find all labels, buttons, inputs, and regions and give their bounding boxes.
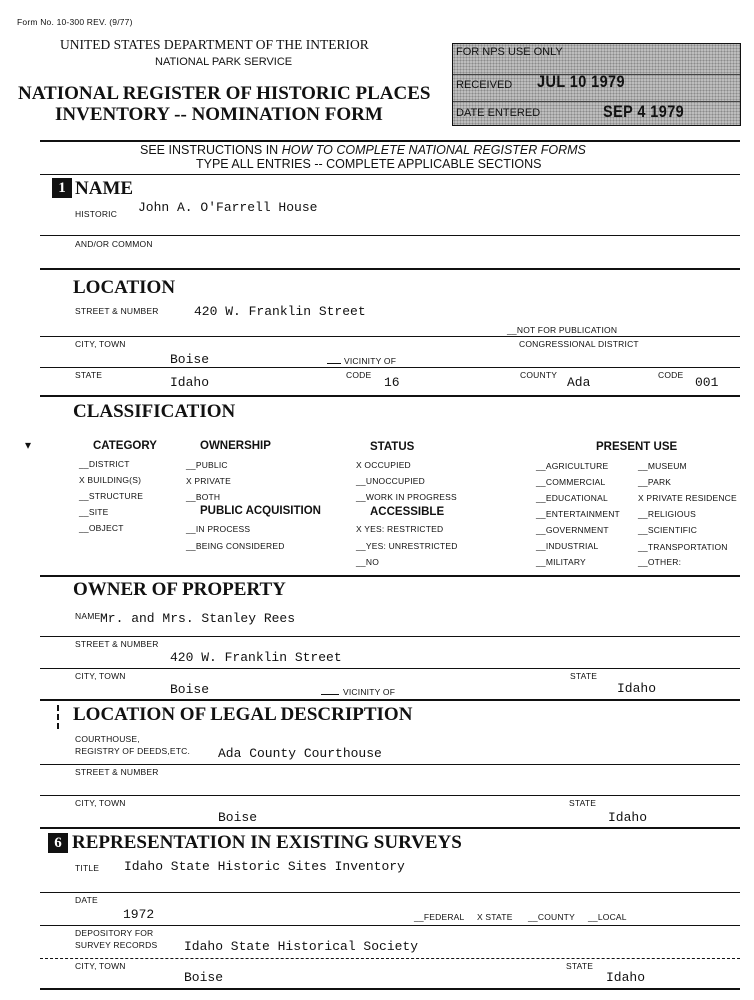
owner-city-field[interactable]: Boise — [170, 682, 210, 697]
legal-state-field[interactable]: Idaho — [608, 810, 648, 825]
use-entertainment[interactable]: __ENTERTAINMENT — [536, 509, 620, 519]
survey-date-field[interactable]: 1972 — [123, 907, 155, 922]
received-stamp: JUL 10 1979 — [537, 72, 625, 91]
survey-city-label: CITY, TOWN — [75, 961, 126, 971]
city-field[interactable]: Boise — [170, 352, 210, 367]
present-use-heading: PRESENT USE — [596, 441, 678, 453]
use-religious[interactable]: __RELIGIOUS — [638, 509, 696, 519]
street-label: STREET & NUMBER — [75, 306, 159, 316]
status-work-in-progress[interactable]: __WORK IN PROGRESS — [356, 492, 457, 502]
not-for-publication[interactable]: __NOT FOR PUBLICATION — [507, 325, 618, 335]
ownership-private[interactable]: X PRIVATE — [186, 476, 231, 486]
owner-name-label: NAME — [75, 611, 101, 621]
section-title-classification: CLASSIFICATION — [73, 401, 236, 422]
depository-label-line2: SURVEY RECORDS — [75, 940, 158, 950]
department-name: UNITED STATES DEPARTMENT OF THE INTERIOR — [60, 37, 369, 52]
acquisition-being-considered[interactable]: __BEING CONSIDERED — [186, 541, 285, 551]
courthouse-label-line1: COURTHOUSE, — [75, 734, 140, 744]
county-code-field[interactable]: 001 — [695, 375, 719, 390]
access-unrestricted[interactable]: __YES: UNRESTRICTED — [356, 541, 458, 551]
code-label: CODE — [346, 370, 372, 380]
service-name: NATIONAL PARK SERVICE — [155, 56, 293, 68]
date-entered-stamp: SEP 4 1979 — [603, 102, 685, 121]
section-number-1: 1 — [52, 178, 72, 198]
section-title-surveys: REPRESENTATION IN EXISTING SURVEYS — [72, 832, 462, 853]
survey-title-field[interactable]: Idaho State Historic Sites Inventory — [124, 859, 405, 874]
date-entered-label: DATE ENTERED — [456, 107, 541, 119]
owner-state-label: STATE — [570, 671, 598, 681]
scope-county[interactable]: __COUNTY — [528, 912, 575, 922]
vicinity-text: VICINITY OF — [344, 356, 397, 366]
owner-street-label: STREET & NUMBER — [75, 639, 159, 649]
use-park[interactable]: __PARK — [638, 477, 672, 487]
county-code-label: CODE — [658, 370, 684, 380]
legal-section-marker — [57, 705, 59, 729]
category-site[interactable]: __SITE — [79, 507, 109, 517]
use-scientific[interactable]: __SCIENTIFIC — [638, 525, 698, 535]
state-label: STATE — [75, 370, 103, 380]
use-government[interactable]: __GOVERNMENT — [536, 525, 609, 535]
access-no[interactable]: __NO — [356, 557, 380, 567]
use-educational[interactable]: __EDUCATIONAL — [536, 493, 608, 503]
historic-label: HISTORIC — [75, 209, 118, 219]
status-unoccupied[interactable]: __UNOCCUPIED — [356, 476, 425, 486]
access-restricted[interactable]: X YES: RESTRICTED — [356, 524, 444, 534]
congressional-district-label: CONGRESSIONAL DISTRICT — [519, 339, 639, 349]
category-object[interactable]: __OBJECT — [79, 523, 124, 533]
owner-name-field[interactable]: Mr. and Mrs. Stanley Rees — [100, 611, 296, 626]
category-structure[interactable]: __STRUCTURE — [79, 491, 144, 501]
owner-state-field[interactable]: Idaho — [617, 681, 657, 696]
ownership-public[interactable]: __PUBLIC — [186, 460, 228, 470]
use-agriculture[interactable]: __AGRICULTURE — [536, 461, 609, 471]
vicinity-label[interactable] — [327, 356, 396, 366]
courthouse-label-line2: REGISTRY OF DEEDS,ETC. — [75, 746, 191, 756]
depository-field[interactable]: Idaho State Historical Society — [184, 939, 419, 954]
section-number-6: 6 — [48, 833, 68, 853]
section-title-owner: OWNER OF PROPERTY — [73, 579, 286, 600]
accessible-heading: ACCESSIBLE — [370, 506, 445, 518]
street-field[interactable]: 420 W. Franklin Street — [194, 304, 366, 319]
form-title-line2: INVENTORY -- NOMINATION FORM — [55, 104, 383, 125]
survey-city-field[interactable]: Boise — [184, 970, 224, 985]
use-commercial[interactable]: __COMMERCIAL — [536, 477, 606, 487]
section-title-legal: LOCATION OF LEGAL DESCRIPTION — [73, 704, 413, 725]
scope-local[interactable]: __LOCAL — [588, 912, 627, 922]
survey-title-label: TITLE — [75, 863, 100, 873]
acquisition-in-process[interactable]: __IN PROCESS — [186, 524, 251, 534]
common-name-label: AND/OR COMMON — [75, 239, 153, 249]
county-label: COUNTY — [520, 370, 558, 380]
received-label: RECEIVED — [456, 79, 513, 91]
use-other[interactable]: __OTHER: — [638, 557, 682, 567]
status-occupied[interactable]: X OCCUPIED — [356, 460, 411, 470]
category-district[interactable]: __DISTRICT — [79, 459, 130, 469]
instructions-line1 — [140, 143, 586, 157]
owner-street-field[interactable]: 420 W. Franklin Street — [170, 650, 342, 665]
use-military[interactable]: __MILITARY — [536, 557, 586, 567]
depository-label-line1: DEPOSITORY FOR — [75, 928, 154, 938]
use-industrial[interactable]: __INDUSTRIAL — [536, 541, 599, 551]
section-title-name: NAME — [75, 178, 134, 199]
owner-city-label: CITY, TOWN — [75, 671, 126, 681]
form-number: Form No. 10-300 REV. (9/77) — [17, 17, 133, 27]
ownership-heading: OWNERSHIP — [200, 440, 271, 452]
category-heading: CATEGORY — [93, 440, 157, 452]
scope-state[interactable]: X STATE — [477, 912, 513, 922]
legal-city-label: CITY, TOWN — [75, 798, 126, 808]
state-field[interactable]: Idaho — [170, 375, 210, 390]
state-code-field[interactable]: 16 — [384, 375, 400, 390]
city-label: CITY, TOWN — [75, 339, 126, 349]
nps-use-box — [452, 43, 741, 126]
use-private-residence[interactable]: X PRIVATE RESIDENCE — [638, 493, 737, 503]
margin-mark: ▾ — [25, 438, 32, 452]
scope-federal[interactable]: __FEDERAL — [414, 912, 465, 922]
ownership-both[interactable]: __BOTH — [186, 492, 221, 502]
use-museum[interactable]: __MUSEUM — [638, 461, 687, 471]
historic-name-field[interactable]: John A. O'Farrell House — [138, 200, 318, 215]
survey-date-label: DATE — [75, 895, 98, 905]
owner-vicinity-label[interactable] — [321, 687, 395, 697]
legal-state-label: STATE — [569, 798, 597, 808]
form-title-line1: NATIONAL REGISTER OF HISTORIC PLACES — [18, 83, 431, 104]
legal-street-label: STREET & NUMBER — [75, 767, 159, 777]
status-heading: STATUS — [370, 441, 415, 453]
courthouse-field[interactable]: Ada County Courthouse — [218, 746, 382, 761]
use-transportation[interactable]: __TRANSPORTATION — [638, 542, 728, 552]
nps-box-label: FOR NPS USE ONLY — [456, 46, 563, 58]
owner-vicinity-text: VICINITY OF — [343, 687, 396, 697]
instructions-italic: HOW TO COMPLETE NATIONAL REGISTER FORMS — [281, 143, 586, 157]
survey-state-label: STATE — [566, 961, 594, 971]
category-building[interactable]: X BUILDING(S) — [79, 475, 142, 485]
section-title-location: LOCATION — [73, 277, 176, 298]
public-acquisition-heading: PUBLIC ACQUISITION — [200, 505, 321, 517]
survey-state-field[interactable]: Idaho — [606, 970, 646, 985]
legal-city-field[interactable]: Boise — [218, 810, 258, 825]
instructions-prefix: SEE INSTRUCTIONS IN — [140, 143, 282, 157]
instructions-line2: TYPE ALL ENTRIES -- COMPLETE APPLICABLE SECTIONS — [196, 157, 542, 171]
county-field[interactable]: Ada — [567, 375, 591, 390]
